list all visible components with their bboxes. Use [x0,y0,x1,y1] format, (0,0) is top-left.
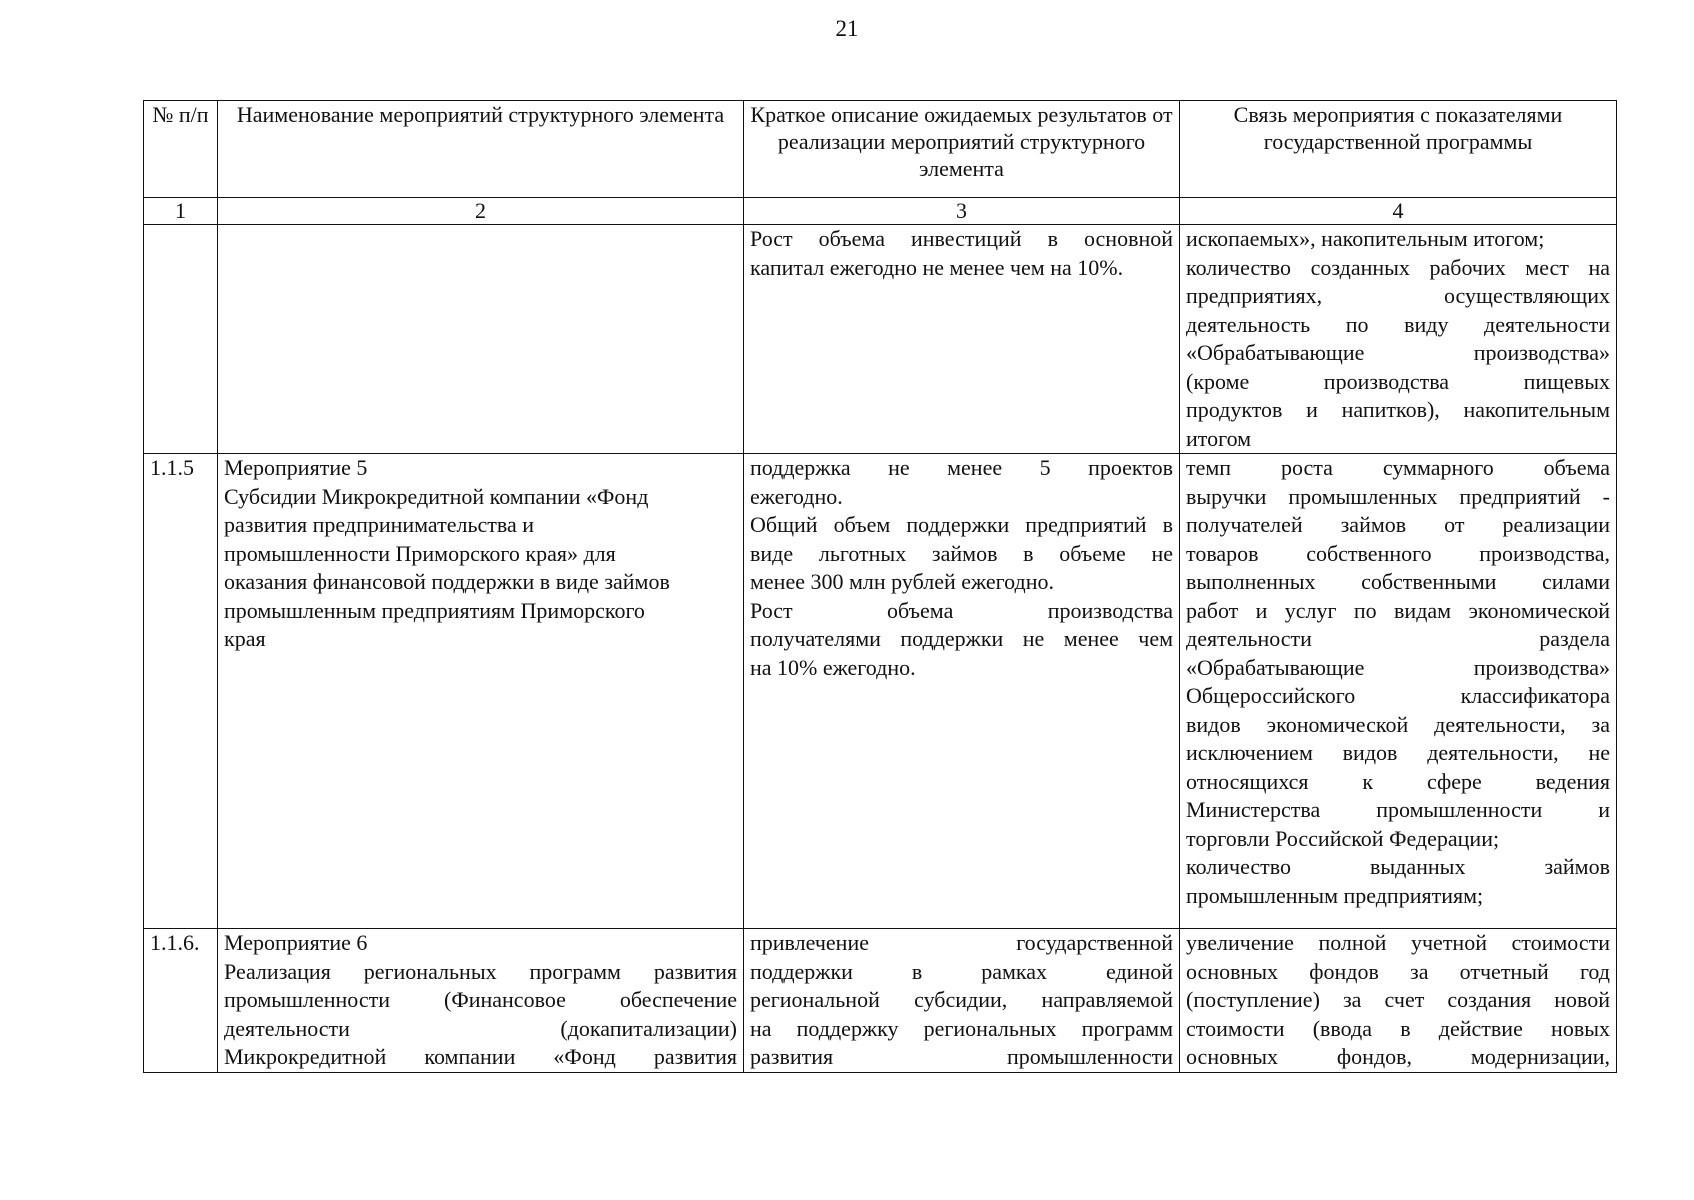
cell-line: работ и услуг по видам экономической [1186,597,1610,623]
cell-line: региональной субсидии, направляемой [750,987,1173,1012]
cell-line: основных фондов за отчетный год [1186,958,1610,984]
cell-line: «Обрабатывающие производства» [1186,654,1610,680]
cell-line: развития предпринимательства и [224,512,535,537]
header-expected-results: Краткое описание ожидаемых результатов от реализации мероприятий структурного элемента [744,101,1180,198]
cell-line: края [224,626,266,651]
cell-line: промышленным предприятиям; [1186,882,1484,908]
cell-number [144,225,218,454]
cell-line: темп роста суммарного объема [1186,455,1610,480]
cell-line: капитал ежегодно не менее чем на 10%. [750,254,1124,280]
cell-line: исключением видов деятельности, не [1186,740,1610,765]
cell-expected-results [744,225,1180,454]
cell-line: промышленным предприятиям Приморского [224,597,645,623]
cell-number: 1.1.5 [144,454,218,929]
header-indicators-link: Связь мероприятия с показателями государственной программы [1180,101,1617,198]
cell-line: «Обрабатывающие производства» [1186,340,1610,365]
cell-line: Общий объем поддержки предприятий в [750,512,1173,537]
column-number: 4 [1180,198,1617,225]
cell-measure-name [218,454,744,929]
column-number: 1 [144,198,218,225]
cell-line: товаров собственного производства, [1186,540,1610,566]
cell-line: увеличение полной учетной стоимости [1186,930,1610,955]
cell-line: на поддержку региональных программ [750,1015,1173,1041]
cell-measure-name [218,225,744,454]
cell-line: деятельности (докапитализации) [224,1015,737,1041]
cell-line: менее 300 млн рублей ежегодно. [750,569,1054,594]
cell-line: на 10% ежегодно. [750,654,916,680]
cell-line: предприятиях, осуществляющих [1186,283,1610,308]
cell-measure-name [218,929,744,1073]
measures-table [143,100,1617,1073]
header-number: № п/п [144,101,218,198]
cell-line: получателями поддержки не менее чем [750,626,1173,651]
cell-line: ископаемых», накопительным итогом; [1186,226,1545,251]
cell-line: Субсидии Микрокредитной компании «Фонд [224,483,649,509]
cell-line: Рост объема производства [750,597,1173,623]
cell-line: Мероприятие 6 [224,930,368,955]
cell-line: относящихся к сфере ведения [1186,768,1610,794]
cell-line: развития промышленности [750,1044,1173,1069]
cell-line: поддержка не менее 5 проектов [750,455,1173,480]
cell-line: промышленности Приморского края» для [224,540,616,566]
cell-line: количество выданных займов [1186,854,1610,879]
column-number: 3 [744,198,1180,225]
cell-line: деятельности раздела [1186,626,1610,651]
cell-line: торговли Российской Федерации; [1186,825,1500,851]
cell-line: привлечение государственной [750,930,1173,955]
cell-line: деятельность по виду деятельности [1186,311,1610,337]
column-number: 2 [218,198,744,225]
cell-line: видов экономической деятельности, за [1186,711,1610,737]
table-row [144,454,1617,929]
cell-line: Микрокредитной компании «Фонд развития [224,1044,737,1069]
cell-line: (кроме производства пищевых [1186,368,1610,394]
cell-line: промышленности (Финансовое обеспечение [224,987,737,1012]
cell-line: итогом [1186,425,1252,451]
cell-line: виде льготных займов в объеме не [750,540,1173,566]
header-measure-name: Наименование мероприятий структурного элемента [218,101,744,198]
cell-line: ежегодно. [750,483,843,509]
cell-line: выручки промышленных предприятий - [1186,483,1610,509]
cell-line: получателей займов от реализации [1186,512,1610,537]
cell-line: оказания финансовой поддержки в виде займов [224,569,670,594]
cell-line: поддержки в рамках единой [750,958,1173,984]
cell-expected-results [744,929,1180,1073]
table-header-row [144,101,1617,198]
cell-line: Мероприятие 5 [224,455,368,480]
table-row [144,929,1617,1073]
table-row [144,225,1617,454]
cell-indicators [1180,454,1617,929]
cell-line: (поступление) за счет создания новой [1186,987,1610,1012]
page-number: 21 [835,16,859,41]
cell-line: Реализация региональных программ развития [224,958,737,984]
cell-line: Общероссийского классификатора [1186,683,1610,708]
cell-line: продуктов и напитков), накопительным [1186,397,1610,422]
cell-line: количество созданных рабочих мест на [1186,254,1610,280]
cell-expected-results [744,454,1180,929]
cell-line: основных фондов, модернизации, [1186,1044,1610,1069]
cell-line: Министерства промышленности и [1186,797,1610,822]
cell-indicators [1180,225,1617,454]
cell-line: выполненных собственными силами [1186,569,1610,594]
cell-line: стоимости (ввода в действие новых [1186,1015,1610,1041]
cell-indicators [1180,929,1617,1073]
cell-number: 1.1.6. [144,929,218,1073]
column-numbers-row [144,198,1617,225]
cell-line: Рост объема инвестиций в основной [750,226,1173,251]
